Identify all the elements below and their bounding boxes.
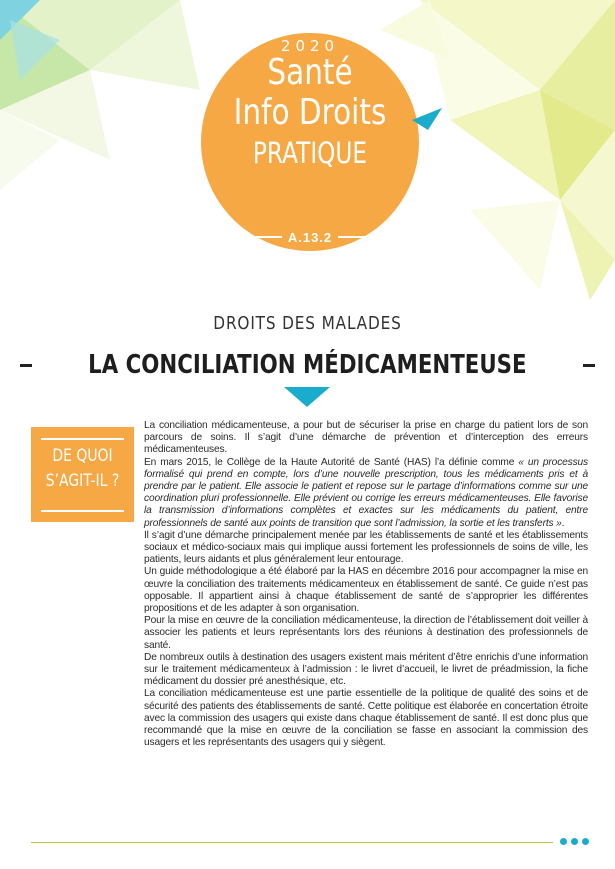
- section-heading: DROITS DES MALADES: [213, 313, 402, 334]
- paragraph-3: Il s’agit d’une démarche principalement menée par les établissements de santé et les établissements sociaux et médico-sociaux mais qui implique aussi fortement les professionnels de soins de ville, les patients, leurs aidants et plus généralement leur entourage.: [144, 529, 588, 566]
- title-rule-left: [20, 364, 32, 367]
- paragraph-6: De nombreux outils à destination des usagers existent mais méritent d’être enrichis d’une information sur le traitement médicamenteux à l’admission : le livret d’accueil, le livret de préadmission, la fiche médicament du dossier pré anesthésique, etc.: [144, 651, 588, 688]
- paragraph-2: [144, 457, 588, 530]
- badge-title-line1: Santé: [267, 52, 353, 93]
- publication-badge: [201, 33, 419, 251]
- badge-title-line2: Info Droits: [233, 92, 387, 133]
- dot-3: [582, 838, 589, 845]
- paragraph-4: Un guide méthodologique a été élaboré par la HAS en décembre 2016 pour accompagner la mise en œuvre la conciliation des traitements médicamenteux en établissement de santé. Ce guide n’est pas opposable. Il appartient ainsi à chaque établissement de santé de s’approprier les différentes propositions et de les adapter à son organisation.: [144, 566, 588, 615]
- triangle-down-icon: [284, 387, 330, 407]
- sidebox-label-line1: DE QUOI: [52, 446, 113, 466]
- badge-title-line3: PRATIQUE: [252, 136, 368, 170]
- sidebox-rule-top: [41, 438, 124, 440]
- title-rule-right: [583, 364, 595, 367]
- paragraph-7: La conciliation médicamenteuse est une partie essentielle de la politique de qualité des soins et de sécurité des patients des établissements de santé. Cette politique est élaborée en concertation étroite avec la commission des usagers qui existe dans chaque établissement de santé. Il est donc plus que recommandé que la mise en œuvre de la conciliation se fasse en associant la commission des usagers et les représentants des usagers qui y siègent.: [144, 688, 588, 749]
- main-title: LA CONCILIATION MÉDICAMENTEUSE: [88, 350, 527, 380]
- badge-code-row: [241, 229, 379, 245]
- sidebox-label-line2: S’AGIT-IL ?: [45, 471, 120, 491]
- triangle-pointer-icon: [412, 108, 442, 130]
- body-text: [144, 420, 588, 749]
- dot-1: [560, 838, 567, 845]
- question-sidebox: [31, 427, 134, 522]
- paragraph-2-end: .: [561, 517, 565, 529]
- paragraph-1: La conciliation médicamenteuse, a pour but de sécuriser la prise en charge du patient lors de son parcours de soins. Il s’agit d’une démarche de prévention et d’interception des erreurs médicamenteuses.: [144, 420, 588, 456]
- paragraph-5: Pour la mise en œuvre de la conciliation médicamenteuse, la direction de l’établissement doit veiller à associer les patients et leurs représentants lors des réunions à destination des professionnels de santé.: [144, 615, 588, 651]
- sidebox-rule-bottom: [41, 510, 124, 512]
- dot-2: [571, 838, 578, 845]
- footer-rule: [31, 842, 553, 843]
- has-definition-quote: « un processus formalisé qui prend en compte, lors d’une nouvelle prescription, tous les médicaments pris et à prendre par le patient. Elle associe le patient et repose sur le partage d’informations comme sur une coordination pluri professionnelle. Elle prévient ou corrige les erreurs médicamenteuses. Elle favorise la transmission d’informations complètes et exactes sur les médicaments du patient, entre professionnels de santé aux points de transition que sont l’admission, la sortie et les transferts »: [144, 456, 588, 529]
- badge-code-dash-right: [338, 236, 366, 238]
- badge-code-dash-left: [254, 236, 282, 238]
- badge-year: 2020: [280, 37, 340, 55]
- badge-code: A.13.2: [287, 229, 333, 245]
- three-dots-icon: [560, 838, 589, 845]
- paragraph-2-lead: En mars 2015, le Collège de la Haute Autorité de Santé (HAS) l’a définie comme: [144, 456, 519, 468]
- main-title-row: [20, 350, 595, 380]
